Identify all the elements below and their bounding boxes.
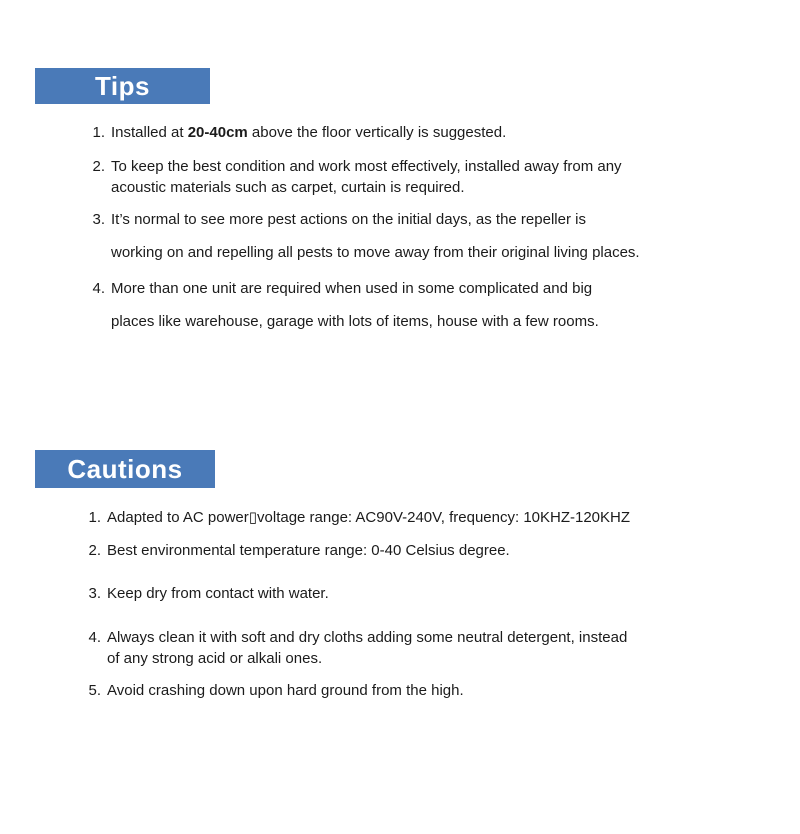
cautions-item-1 <box>79 507 770 528</box>
tips-item-1-number: 1. <box>92 124 105 141</box>
tips-section <box>35 68 770 332</box>
tips-item-2-text: To keep the best condition and work most effectively, installed away from any acoustic materials such as carpet, curtain is required. <box>111 158 622 196</box>
cautions-item-4-text: Always clean it with soft and dry cloths adding some neutral detergent, instead of any strong acid or alkali ones. <box>107 629 628 667</box>
cautions-item-5 <box>79 680 770 701</box>
tips-title: Tips <box>95 70 150 101</box>
cautions-item-4-number: 4. <box>88 629 101 646</box>
cautions-item-3-text: Keep dry from contact with water. <box>107 585 329 602</box>
cautions-item-5-text: Avoid crashing down upon hard ground from the high. <box>107 682 464 699</box>
cautions-item-1-text: Adapted to AC power▯voltage range: AC90V-240V, frequency: 10KHZ-120KHZ <box>107 509 631 526</box>
tips-item-3-text: It’s normal to see more pest actions on the initial days, as the repeller is working on and repelling all pests to move away from their original living places. <box>111 211 640 261</box>
cautions-list <box>35 507 770 701</box>
tips-item-1-text: Installed at 20-40cm above the floor vertically is suggested. <box>111 124 507 141</box>
tips-item-4-text: More than one unit are required when used in some complicated and big places like warehouse, garage with lots of items, house with a few rooms. <box>111 280 599 330</box>
cautions-item-3 <box>79 583 770 604</box>
tips-item-3-number: 3. <box>92 211 105 228</box>
cautions-item-5-number: 5. <box>88 682 101 699</box>
tips-item-1 <box>83 122 770 143</box>
tips-list <box>35 122 770 332</box>
cautions-item-2-text: Best environmental temperature range: 0-40 Celsius degree. <box>107 542 510 559</box>
cautions-title: Cautions <box>67 453 183 484</box>
cautions-item-1-number: 1. <box>88 509 101 526</box>
cautions-item-4 <box>79 627 770 669</box>
cautions-item-2-number: 2. <box>88 542 101 559</box>
cautions-item-2 <box>79 540 770 561</box>
tips-item-1-bold: 20-40cm <box>187 124 248 141</box>
tips-item-2 <box>83 156 770 198</box>
tips-header-banner <box>35 68 210 104</box>
tips-item-4-number: 4. <box>92 280 105 297</box>
tips-item-3 <box>83 209 770 263</box>
cautions-section <box>35 450 770 701</box>
tips-item-2-number: 2. <box>92 158 105 175</box>
tips-item-4 <box>83 278 770 332</box>
cautions-header-banner <box>35 450 215 488</box>
cautions-item-3-number: 3. <box>88 585 101 602</box>
